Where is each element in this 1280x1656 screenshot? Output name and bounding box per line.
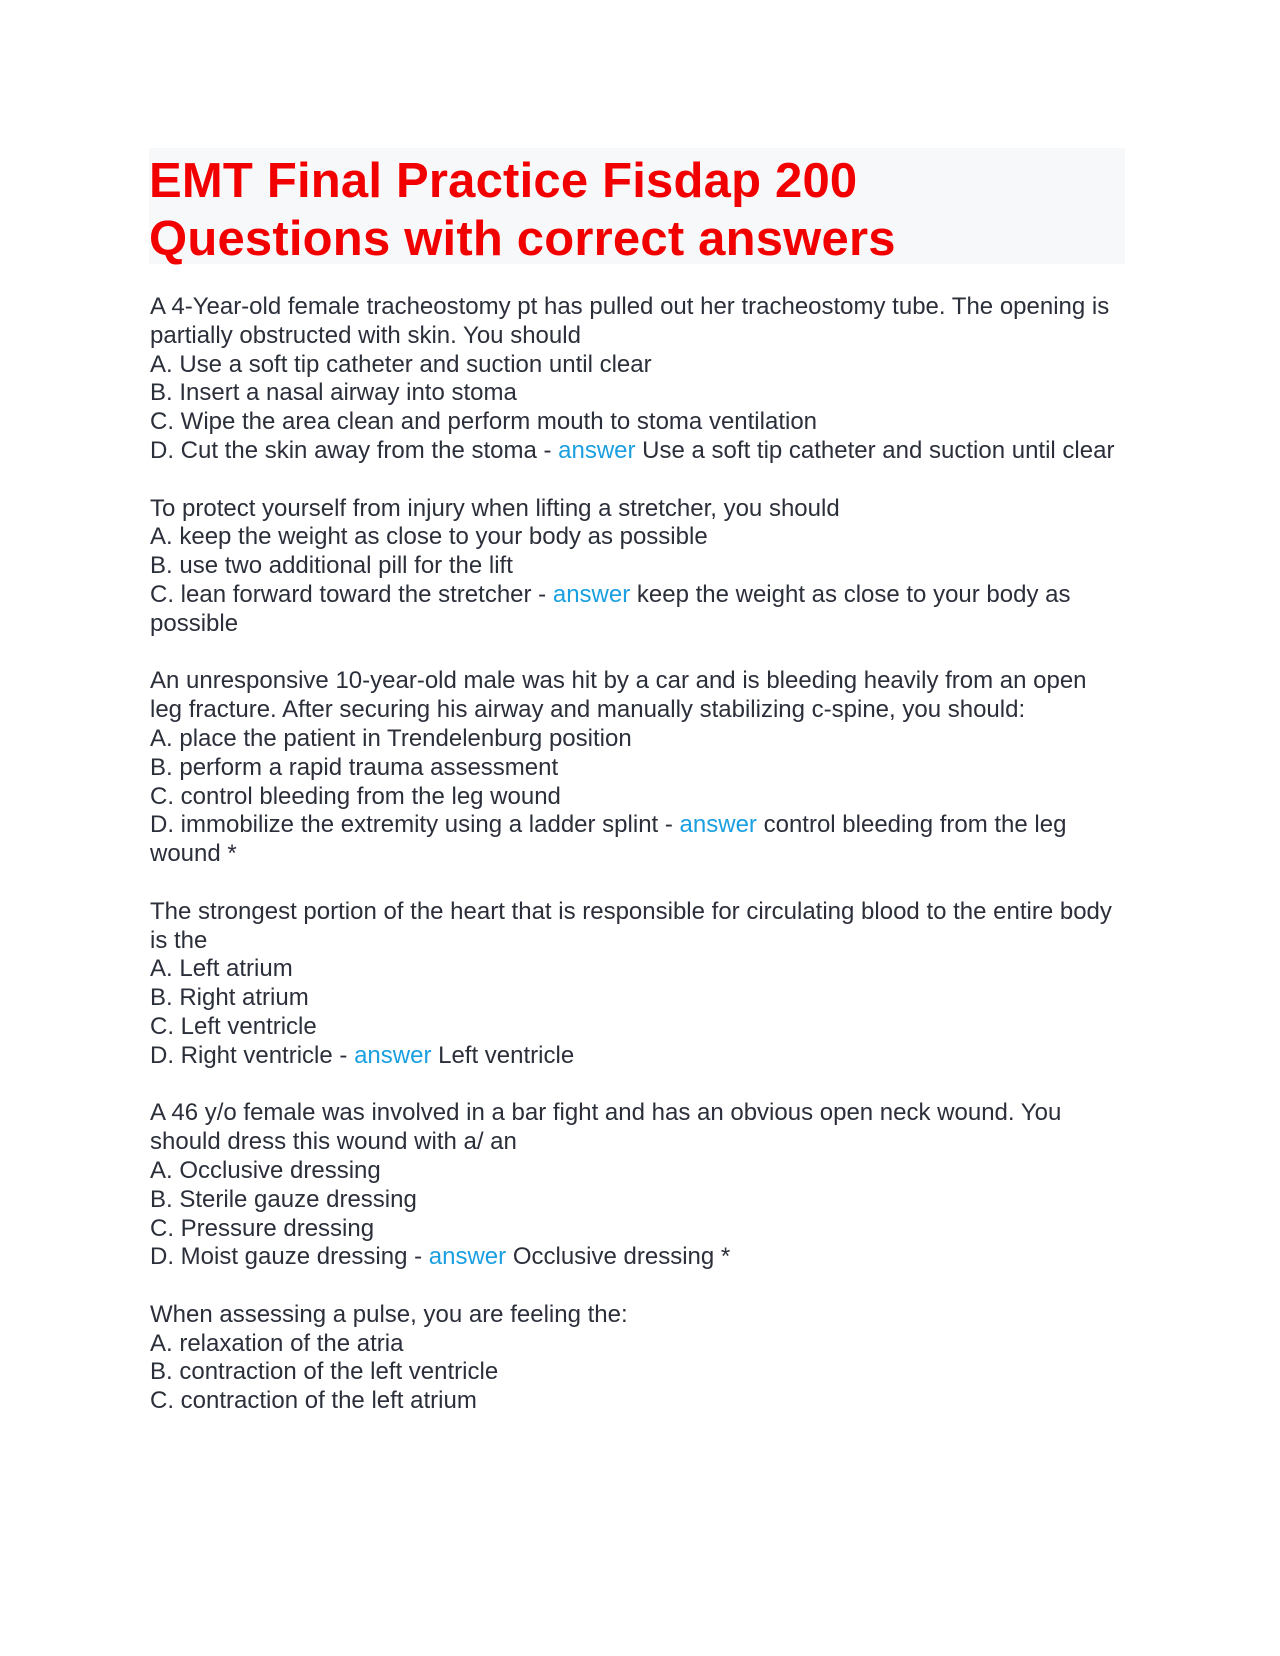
answer-option: A. Use a soft tip catheter and suction until clear	[150, 350, 652, 378]
question-stem: The strongest portion of the heart that is responsible for circulating blood to the entire body is the	[150, 897, 1112, 954]
question-block	[150, 1301, 1125, 1416]
title-block	[149, 148, 1125, 264]
answer-option: B. Insert a nasal airway into stoma	[150, 379, 517, 407]
answer-option-text: D. Moist gauze dressing -	[150, 1243, 429, 1271]
question-stem: A 4-Year-old female tracheostomy pt has pulled out her tracheostomy tube. The opening is partially obstructed with skin. You should	[150, 293, 1110, 349]
question-stem: To protect yourself from injury when lifting a stretcher, you should	[150, 494, 840, 522]
answer-option-with-answer	[150, 811, 1125, 869]
page-title-line-2: Questions with correct answers	[149, 212, 896, 266]
correct-answer-text: Use a soft tip catheter and suction until clear	[635, 436, 1115, 464]
correct-answer-text: Occlusive dressing *	[506, 1243, 731, 1271]
answer-label: answer	[679, 811, 757, 839]
answer-option: C. Left ventricle	[150, 1012, 317, 1040]
answer-option-with-answer	[150, 1042, 1125, 1071]
correct-answer-text: control bleeding from the leg wound *	[150, 811, 1074, 868]
correct-answer-text: Left ventricle	[431, 1041, 575, 1069]
page-title-line-1: EMT Final Practice Fisdap 200	[149, 154, 858, 208]
answer-label: answer	[354, 1041, 432, 1069]
answer-option: A. Left atrium	[150, 955, 293, 983]
answer-option: A. keep the weight as close to your body as possible	[150, 523, 708, 551]
answer-option-with-answer	[150, 437, 1125, 466]
question-stem: An unresponsive 10-year-old male was hit by a car and is bleeding heavily from an open leg fracture. After securing his airway and manually stabilizing c-spine, you should:	[150, 667, 1087, 724]
answer-option: B. perform a rapid trauma assessment	[150, 753, 559, 781]
answer-label: answer	[558, 436, 636, 464]
answer-label: answer	[552, 580, 631, 608]
question-block	[150, 293, 1125, 466]
question-block	[150, 495, 1125, 639]
answer-option: B. Right atrium	[150, 984, 309, 1012]
answer-option: C. Pressure dressing	[150, 1214, 375, 1242]
answer-option: C. contraction of the left atrium	[150, 1387, 477, 1415]
answer-option-text: D. Right ventricle -	[150, 1041, 355, 1069]
answer-option: B. use two additional pill for the lift	[150, 552, 513, 580]
question-block	[150, 1099, 1125, 1272]
answer-option: A. Occlusive dressing	[150, 1156, 381, 1184]
question-list	[150, 293, 1125, 1445]
question-stem: A 46 y/o female was involved in a bar fight and has an obvious open neck wound. You should dress this wound with a/ an	[150, 1099, 1062, 1156]
answer-option-with-answer	[150, 581, 1125, 639]
answer-option-text: C. lean forward toward the stretcher -	[150, 580, 553, 608]
answer-option: B. contraction of the left ventricle	[150, 1358, 499, 1386]
answer-option-with-answer	[150, 1243, 1125, 1272]
answer-option: C. Wipe the area clean and perform mouth to stoma ventilation	[150, 408, 818, 436]
question-stem: When assessing a pulse, you are feeling the:	[150, 1300, 628, 1328]
answer-option-text: D. immobilize the extremity using a ladder splint -	[150, 811, 680, 839]
answer-option: A. place the patient in Trendelenburg position	[150, 724, 632, 752]
correct-answer-text: keep the weight as close to your body as possible	[150, 580, 1078, 637]
answer-option-text: D. Cut the skin away from the stoma -	[150, 436, 559, 464]
answer-label: answer	[428, 1243, 507, 1271]
answer-option: B. Sterile gauze dressing	[150, 1185, 417, 1213]
answer-option: A. relaxation of the atria	[150, 1329, 404, 1357]
answer-option: C. control bleeding from the leg wound	[150, 782, 561, 810]
question-block	[150, 898, 1125, 1071]
page-title	[149, 152, 896, 268]
question-block	[150, 667, 1125, 869]
